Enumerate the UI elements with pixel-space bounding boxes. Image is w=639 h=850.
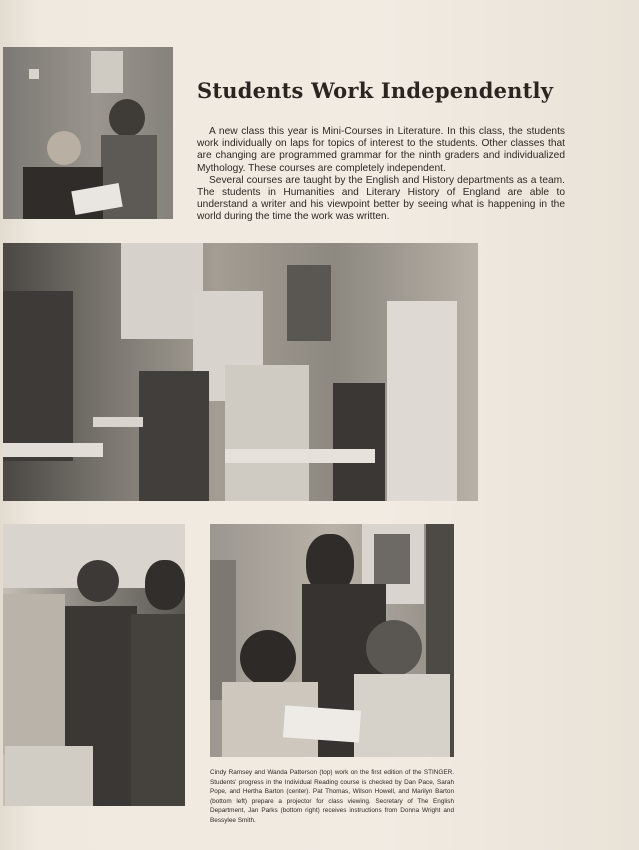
article-paragraph: A new class this year is Mini-Courses in Literature. In this class, the students work individually on laps for topics of interest to the students. Other classes that are changing are programmed grammar for the ninth graders and individualized Mythology. These courses are completely independent. [197, 126, 565, 174]
article-body [197, 126, 565, 224]
photo-top-left [3, 47, 173, 219]
photo-caption: Cindy Ramsey and Wanda Patterson (top) work on the first edition of the STINGER. Students' progress in the Individual Reading course is checked by Dan Pace, Sarah Pope, and Hertha Barton (center). Pat Thomas, Wilson Howell, and Marilyn Barton (bottom left) prepare a projector for class viewing. Secretary of The English Department, Jan Parks (bottom right) receives instructions from Donna Wright and Bessylee Smith. [210, 769, 454, 824]
article-paragraph: Several courses are taught by the English and History departments as a team. The students in Humanities and Literary History of England are able to understand a writer and his viewpoint better by seeing what is happening in the world during the time the work was written. [197, 174, 565, 223]
photo-bottom-right-secretary [210, 524, 454, 757]
photo-bottom-left-projector [3, 524, 185, 806]
photo-center-classroom [3, 243, 478, 501]
page-title: Students Work Independently [197, 78, 554, 103]
